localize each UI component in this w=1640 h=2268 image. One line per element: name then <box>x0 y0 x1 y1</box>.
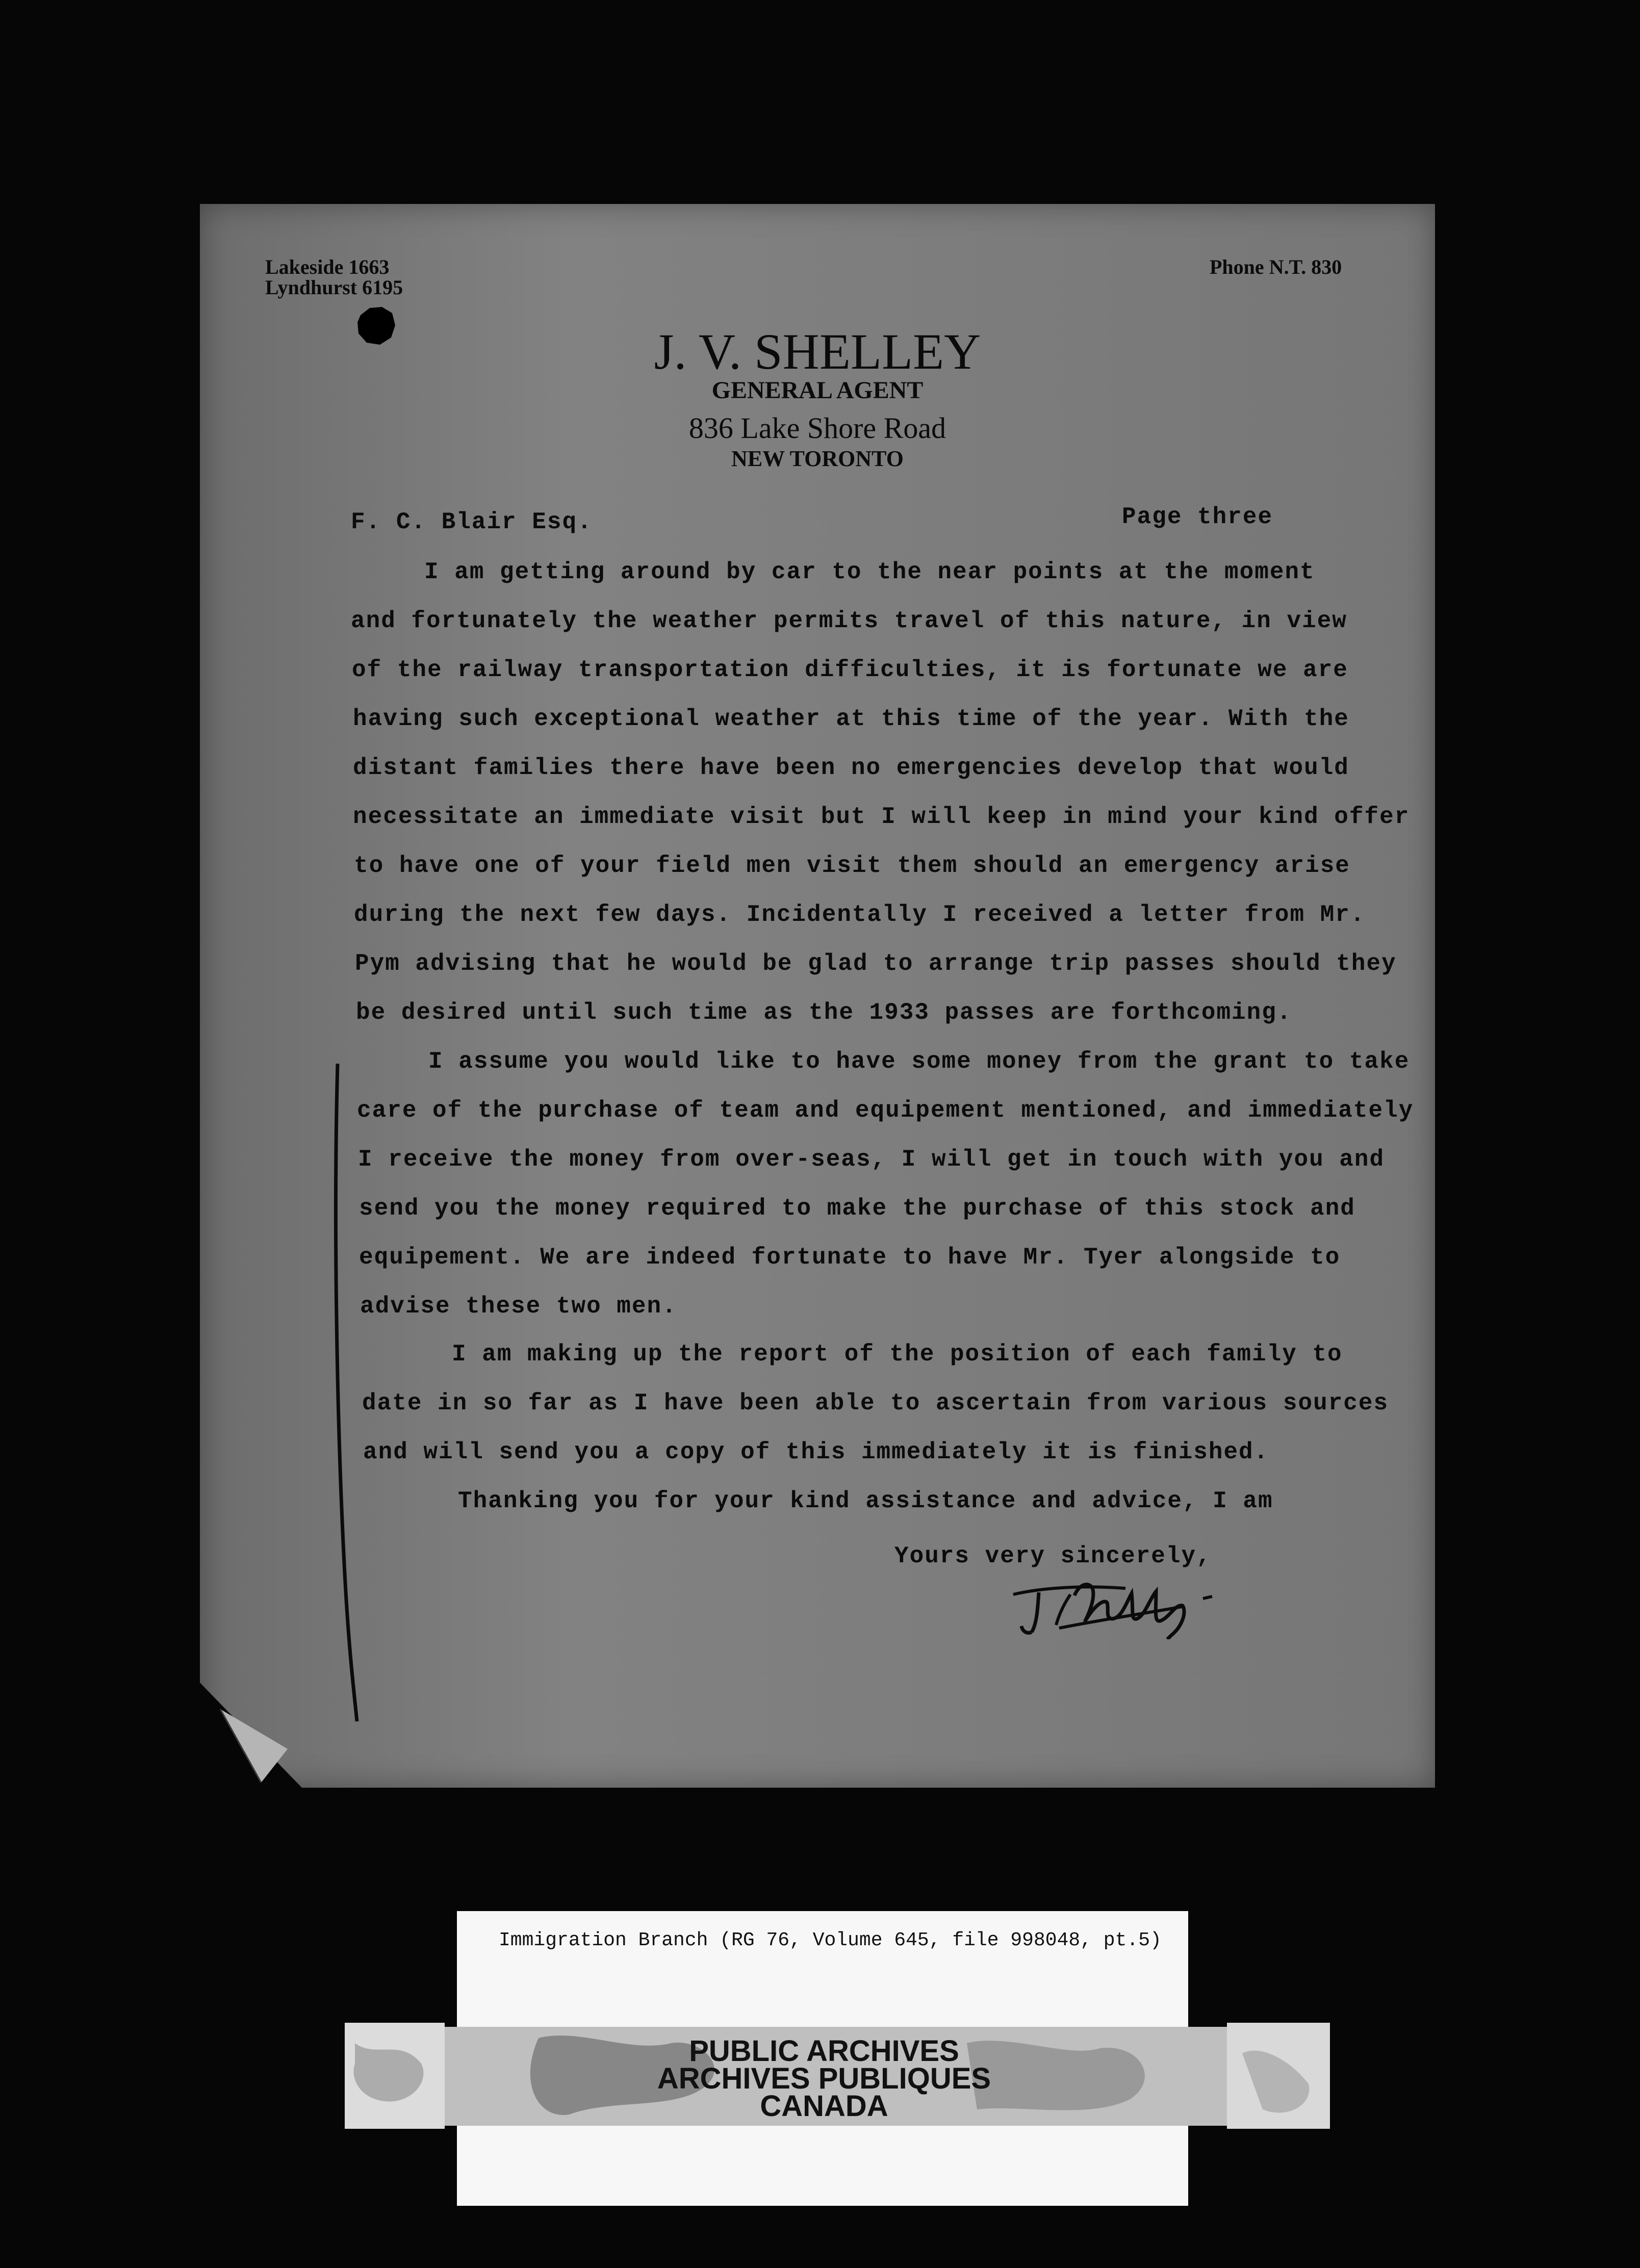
body-line: during the next few days. Incidentally I received a letter from Mr. <box>354 901 1366 928</box>
body-line: advise these two men. <box>360 1293 677 1320</box>
body-line: distant families there have been no emergencies develop that would <box>353 755 1349 781</box>
body-line: I am making up the report of the position of each family to <box>452 1341 1343 1368</box>
body-line: of the railway transportation difficulties, it is fortunate we are <box>352 657 1348 683</box>
signature <box>1003 1563 1217 1639</box>
body-line: and fortunately the weather permits travel of this nature, in view <box>351 608 1347 634</box>
body-line: I receive the money from over-seas, I will get in touch with you and <box>358 1146 1385 1173</box>
stamp-line-canada: CANADA <box>760 2090 888 2123</box>
letterhead-name: J. V. SHELLEY <box>654 323 981 380</box>
archive-reference: Immigration Branch (RG 76, Volume 645, file 998048, pt.5) <box>499 1929 1162 1951</box>
punch-hole <box>355 305 397 347</box>
body-line: having such exceptional weather at this time of the year. With the <box>353 706 1349 732</box>
body-line: send you the money required to make the purchase of this stock and <box>359 1195 1355 1222</box>
body-line: Thanking you for your kind assistance and advice, I am <box>458 1488 1273 1514</box>
body-line: Pym advising that he would be glad to arrange trip passes should they <box>355 950 1397 977</box>
letterhead-phone-nt: Phone N.T. 830 <box>1210 255 1342 278</box>
letterhead-city: NEW TORONTO <box>731 446 904 471</box>
letterhead-title: GENERAL AGENT <box>711 377 924 404</box>
body-line: date in so far as I have been able to ascertain from various sources <box>362 1390 1389 1416</box>
letterhead-address: 836 Lake Shore Road <box>688 411 946 445</box>
letterhead-phone-lyndhurst: Lyndhurst 6195 <box>265 276 403 299</box>
body-line: necessitate an immediate visit but I will keep in mind your kind offer <box>353 804 1410 830</box>
letterhead-phone-lakeside: Lakeside 1663 <box>265 255 390 278</box>
stamp-line-public-archives: PUBLIC ARCHIVES <box>689 2034 959 2068</box>
closing: Yours very sincerely, <box>894 1543 1212 1569</box>
body-line: to have one of your field men visit them should an emergency arise <box>354 853 1350 879</box>
folded-corner <box>200 1683 302 1788</box>
body-line: I assume you would like to have some money from the grant to take <box>428 1048 1410 1075</box>
body-line: equipement. We are indeed fortunate to have Mr. Tyer alongside to <box>359 1244 1341 1271</box>
stamp-line-archives-publiques: ARCHIVES PUBLIQUES <box>657 2062 991 2095</box>
page-number: Page three <box>1122 504 1273 530</box>
body-line: be desired until such time as the 1933 passes are forthcoming. <box>356 999 1292 1026</box>
body-line: care of the purchase of team and equipement mentioned, and immediately <box>357 1097 1414 1124</box>
margin-line-mark <box>331 1064 367 1721</box>
body-line: I am getting around by car to the near points at the moment <box>424 559 1315 585</box>
letter-page <box>200 204 1435 1788</box>
body-line: and will send you a copy of this immediately it is finished. <box>363 1439 1269 1465</box>
addressee: F. C. Blair Esq. <box>351 509 593 535</box>
